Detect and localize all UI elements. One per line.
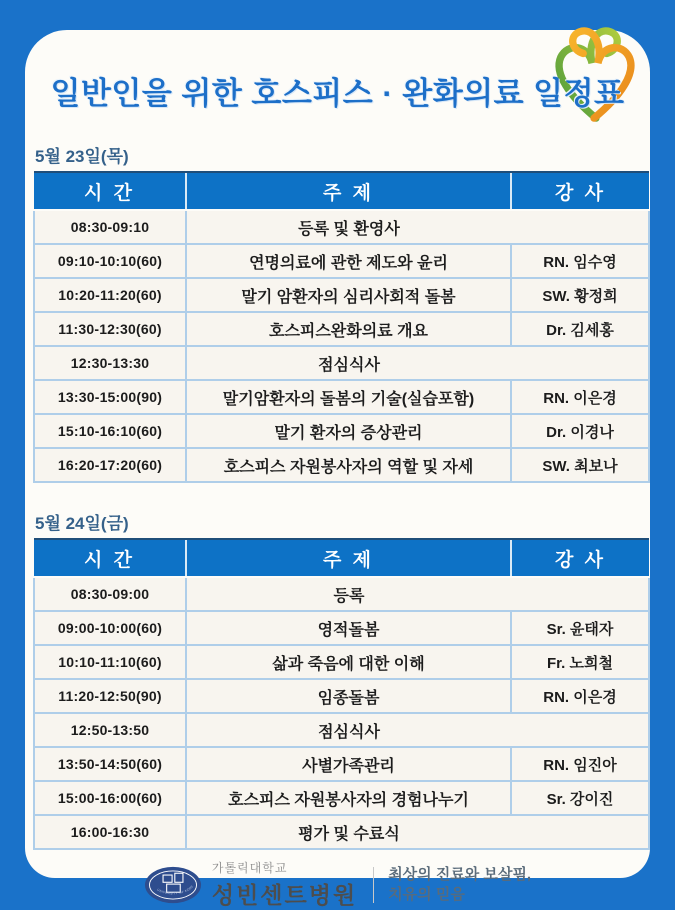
time-cell: 15:00-16:00(60)	[34, 781, 186, 815]
topic-cell: 등록	[186, 577, 511, 611]
schedule-table-day1	[33, 171, 650, 483]
table-row	[34, 414, 649, 448]
lecturer-cell	[511, 346, 649, 380]
topic-cell: 말기 암환자의 심리사회적 돌봄	[186, 278, 511, 312]
seal-caption: UNIVERSITY OF KORE	[156, 883, 195, 895]
lecturer-cell: Fr. 노희철	[511, 645, 649, 679]
column-header-lecturer: 강 사	[511, 172, 649, 210]
topic-cell: 연명의료에 관한 제도와 윤리	[186, 244, 511, 278]
date-label-day1: 5월 23일(목)	[35, 147, 129, 166]
topic-cell: 영적돌봄	[186, 611, 511, 645]
time-cell: 16:00-16:30	[34, 815, 186, 849]
table-row	[34, 380, 649, 414]
lecturer-cell: Dr. 김세홍	[511, 312, 649, 346]
table-row	[34, 278, 649, 312]
hospital-names	[212, 859, 357, 910]
schedule-section-day2	[25, 509, 650, 850]
table-row	[34, 210, 649, 244]
schedule-table-day2	[33, 538, 650, 850]
lecturer-cell: RN. 임수영	[511, 244, 649, 278]
table-row	[34, 346, 649, 380]
lecturer-cell: SW. 최보나	[511, 448, 649, 482]
hospital-name: 성빈센트병원	[211, 882, 358, 908]
time-cell: 12:30-13:30	[34, 346, 186, 380]
time-cell: 11:30-12:30(60)	[34, 312, 186, 346]
time-cell: 11:20-12:50(90)	[34, 679, 186, 713]
time-cell: 09:10-10:10(60)	[34, 244, 186, 278]
slogan-line1: 최상의 진료와 보살핌,	[388, 866, 532, 883]
lecturer-cell: Dr. 이경나	[511, 414, 649, 448]
table-row	[34, 244, 649, 278]
lecturer-cell: SW. 황정희	[511, 278, 649, 312]
topic-cell: 점심식사	[186, 346, 511, 380]
table-row	[34, 781, 649, 815]
page-title: 일반인을 위한 호스피스 · 완화의료 일정표	[50, 76, 625, 111]
lecturer-cell: Sr. 윤태자	[511, 611, 649, 645]
date-label-day2: 5월 24일(금)	[35, 514, 129, 533]
lecturer-cell: RN. 임진아	[511, 747, 649, 781]
slogan-line2: 치유의 믿음	[388, 885, 465, 903]
topic-cell: 삶과 죽음에 대한 이해	[186, 645, 511, 679]
column-header-time: 시 간	[34, 172, 186, 210]
table-row	[34, 611, 649, 645]
topic-cell: 호스피스 자원봉사자의 역할 및 자세	[186, 448, 511, 482]
table-row	[34, 747, 649, 781]
table-row	[34, 312, 649, 346]
lecturer-cell: Sr. 강이진	[511, 781, 649, 815]
table-row	[34, 713, 649, 747]
lecturer-cell	[511, 713, 649, 747]
column-header-time: 시 간	[34, 539, 186, 577]
table-header-row	[34, 539, 649, 577]
topic-cell: 말기암환자의 돌봄의 기술(실습포함)	[186, 380, 511, 414]
time-cell: 08:30-09:10	[34, 210, 186, 244]
topic-cell: 호스피스 자원봉사자의 경험나누기	[186, 781, 511, 815]
column-header-topic: 주 제	[186, 539, 511, 577]
time-cell: 15:10-16:10(60)	[34, 414, 186, 448]
lecturer-cell: RN. 이은경	[511, 380, 649, 414]
column-header-topic: 주 제	[186, 172, 511, 210]
schedule-card	[25, 30, 650, 908]
topic-cell: 사별가족관리	[186, 747, 511, 781]
table-row	[34, 448, 649, 482]
topic-cell: 말기 환자의 증상관리	[186, 414, 511, 448]
time-cell: 12:50-13:50	[34, 713, 186, 747]
topic-cell: 임종돌봄	[186, 679, 511, 713]
footer-divider	[373, 867, 374, 903]
hospital-slogan	[388, 865, 531, 904]
topic-cell: 평가 및 수료식	[186, 815, 511, 849]
topic-cell: 호스피스완화의료 개요	[186, 312, 511, 346]
time-cell: 13:50-14:50(60)	[34, 747, 186, 781]
time-cell: 09:00-10:00(60)	[34, 611, 186, 645]
time-cell: 08:30-09:00	[34, 577, 186, 611]
topic-cell: 등록 및 환영사	[186, 210, 511, 244]
table-row	[34, 815, 649, 849]
time-cell: 16:20-17:20(60)	[34, 448, 186, 482]
time-cell: 13:30-15:00(90)	[34, 380, 186, 414]
table-header-row	[34, 172, 649, 210]
time-cell: 10:10-11:10(60)	[34, 645, 186, 679]
time-cell: 10:20-11:20(60)	[34, 278, 186, 312]
hospital-seal-icon	[144, 866, 202, 904]
university-name: 가톨릭대학교	[211, 861, 288, 875]
lecturer-cell: RN. 이은경	[511, 679, 649, 713]
footer	[25, 859, 650, 910]
column-header-lecturer: 강 사	[511, 539, 649, 577]
table-row	[34, 679, 649, 713]
table-row	[34, 645, 649, 679]
lecturer-cell	[511, 815, 649, 849]
table-row	[34, 577, 649, 611]
schedule-section-day1	[25, 142, 650, 483]
topic-cell: 점심식사	[186, 713, 511, 747]
lecturer-cell	[511, 577, 649, 611]
lecturer-cell	[511, 210, 649, 244]
